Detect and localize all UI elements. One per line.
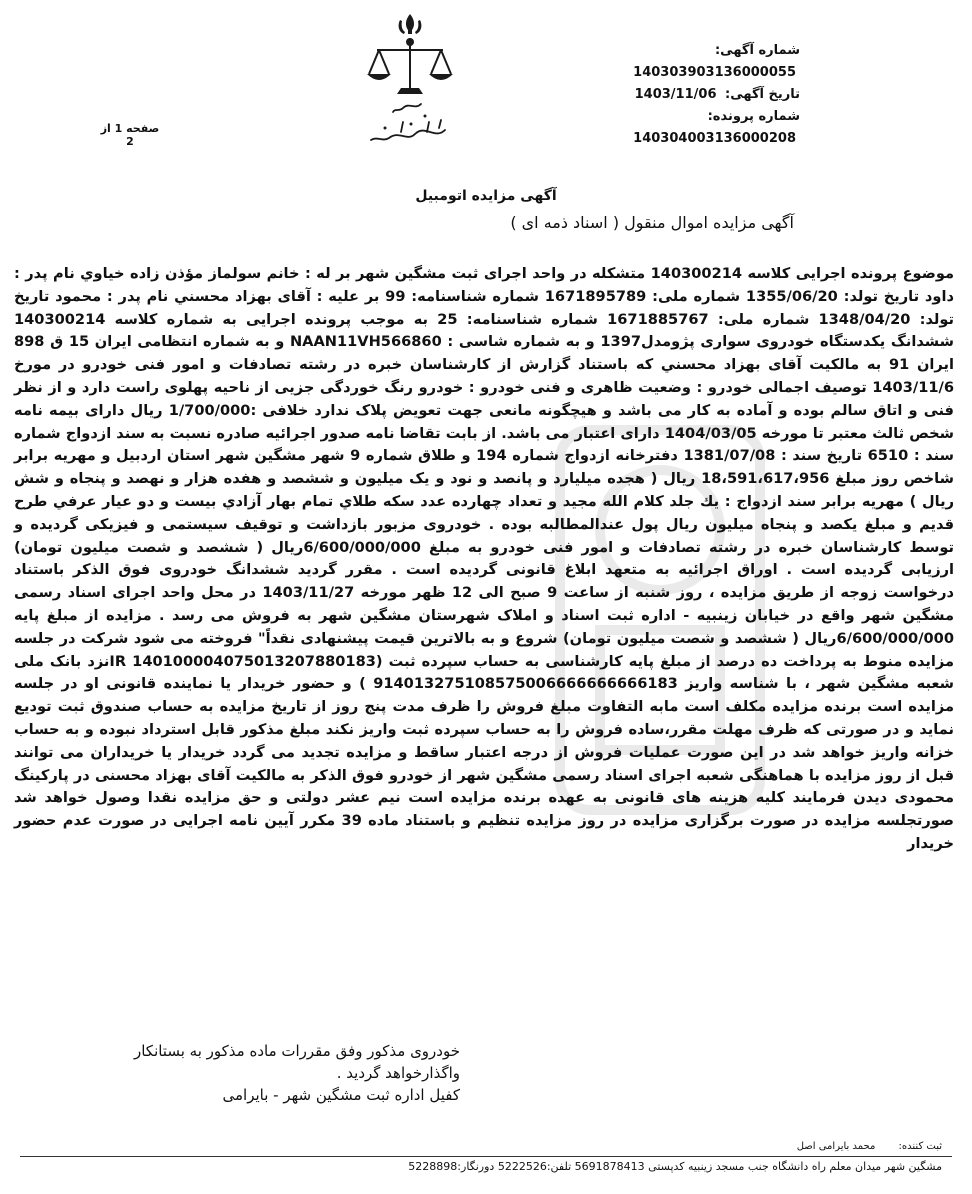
closing-line-1: خودروی مذکور وفق مقررات ماده مذکور به بستانکار [133,1042,460,1060]
notice-metadata [560,40,800,150]
registrar-label: ثبت کننده: [898,1141,942,1152]
notice-number-row [560,40,800,84]
page-number: صفحه 1 از 2 [100,122,160,148]
registrar [797,1141,942,1152]
footer-divider [20,1156,952,1157]
notice-body [14,263,954,856]
page-subtitle: آگهی مزایده اموال منقول ( اسناد ذمه ای ) [510,213,794,232]
file-number-label: شماره پرونده: [707,109,800,124]
notice-body-paragraph: موضوع پرونده اجرایی کلاسه 140300214 متشکله در واحد اجرای ثبت مشگین شهر بر له : خانم سولماز مؤذن زاده خیاوي نام پدر : داود تاریخ تولد: 1355/06/20 شماره ملی: 1671895789 شماره شناسنامه: 99 بر علیه : آقای بهزاد محسني نام پدر : محمود تاريخ تولد: 1348/04/20 شماره ملی: 1671885767 شماره شناسنامه: 25 به موجب پرونده اجرایی به شماره کلاسه 140300214 ششدانگ یکدستگاه خودروی سواری پژومدل1397 و به شماره شاسی : NAAN11VH566860 و به شماره انتظامی ایران 15 ق 898 ایران 91 به مالکیت آقای بهزاد محسني که باستناد گزارش از کارشناسان خبره در رشته تصادفات و امور فنی خودرو در مورخ 1403/11/6 توصیف اجمالی خودرو : وضعیت ظاهری و فنی خودرو : خودرو رنگ خوردگی جزیی از ناحیه پهلوی راست دارد و از نظر فنی و اتاق سالم بوده و آماده به کار می باشد و هیچگونه مانعی جهت تعویض پلاک ندارد خلافی :1/700/000 ریال دارای بیمه نامه شخص ثالث معتبر تا مورخه 1404/03/05 دارای اعتبار می باشد. از بابت تقاضا نامه صدور اجرائیه صادره نسبت به سند ازدواج شماره سند : 6510 تاریخ سند : 1381/07/08 دفترخانه ازدواج شماره 194 و طلاق شماره 9 شهر مشگین شهر استان اردبیل و مهریه برابر شاخص روز مبلغ 18،591،617،956 ریال ( هجده میلیارد و پانصد و نود و یک میلیون و ششصد و هفده هزار و نهصد و پنجاه و شش ریال ) مهریه برابر سند ازدواج : يك جلد كلام الله مجيد و تعداد چهارده عدد سكه طلاي تمام بهار آزادي بيست و دو عيار عرفي طرح قديم و مبلغ يكصد و پنجاه ميليون ريال پول عندالمطالبه بوده . خودروی مزبور بازداشت و توقیف سیستمی و فیزیکی گردیده و توسط کارشناسان خبره در رشته تصادفات و امور فنی خودرو به مبلغ 6/600/000/000ریال ( ششصد و شصت میلیون تومان) ارزیابی گردیده است . اوراق اجرائیه به متعهد ابلاغ قانونی گردیده است . مقرر گردید ششدانگ خودروی فوق الذکر باستناد درخواست زوجه از طریق مزایده ، روز شنبه از ساعت 9 صبح الی 12 ظهر مورخه 1403/11/27 در محل واحد اجرای اسناد رسمی مشگین شهر واقع در خیابان زینبیه - اداره ثبت اسناد و املاک شهرستان مشگین شهر به فروش می رسد . مزایده از مبلغ پایه 6/600/000/000ریال ( ششصد و شصت میلیون تومان) شروع و به بالاترین قیمت پیشنهادی نقداً" فروخته می شود شرکت در جلسه مزایده منوط به پرداخت ده درصد از مبلغ پایه کارشناسی به حساب سپرده ثبت (IR 140100004075013207880183نزد بانک ملی شعبه مشگین شهر ، با شناسه واریز 914013275108575006666666666183 ) و حضور خریدار یا نماینده قانونی او در جلسه مزایده است برنده مزایده مکلف است مابه التفاوت مبلغ فروش را ظرف مدت پنج روز از تاریخ مزایده به حساب صندوق ثبت تودیع نماید و در صورتی که ظرف مهلت مقرر،ساده فروش را به حساب سپرده ثبت واریز نکند مبلغ مذکور قابل استرداد نبوده و به حساب خزانه واریز خواهد شد در این صورت عملیات فروش از درجه اعتبار ساقط و مزایده تجدید می گردد خریدار یا خریداران می توانند قبل از روز مزایده با هماهنگی شعبه اجرای اسناد رسمی مشگین شهر از خودرو فوق الذکر به مالکیت آقای بهزاد محسنی در پارکینگ محمودی دیدن فرمایند کلیه هزینه های قانونی به عهده برنده مزایده است نیم عشر دولتی و حق مزایده نقدا وصول خواهد شد صورتجلسه مزایده در صورت برگزاری مزایده در روز مزایده تنظیم و باستناد ماده 39 مکرر آیین نامه اجرایی در صورت عدم حضور خریدار [14,265,954,852]
closing-signature: کفیل اداره ثبت مشگین شهر - بایرامی [222,1086,460,1104]
footer-address: مشگین شهر میدان معلم راه دانشگاه جنب مسجد زینبیه کدپستی 5691878413 تلفن:5222526 دورنگار:5228898 [408,1160,942,1173]
notice-date-row [560,84,800,106]
closing-block [10,1040,460,1106]
closing-line-2: واگذارخواهد گردید . [336,1064,460,1082]
notice-number: 140303903136000055 [633,65,796,80]
notice-date: 1403/11/06 [634,87,717,102]
file-number-row [560,106,800,150]
notice-date-label: تاریخ آگهی: [725,87,800,102]
page-title: آگهی مزایده اتومبیل [415,188,557,204]
notice-number-label: شماره آگهی: [714,43,800,58]
judiciary-emblem-icon [355,12,465,152]
registrar-name: محمد بایرامی اصل [796,1141,876,1152]
file-number: 140304003136000208 [633,131,796,146]
